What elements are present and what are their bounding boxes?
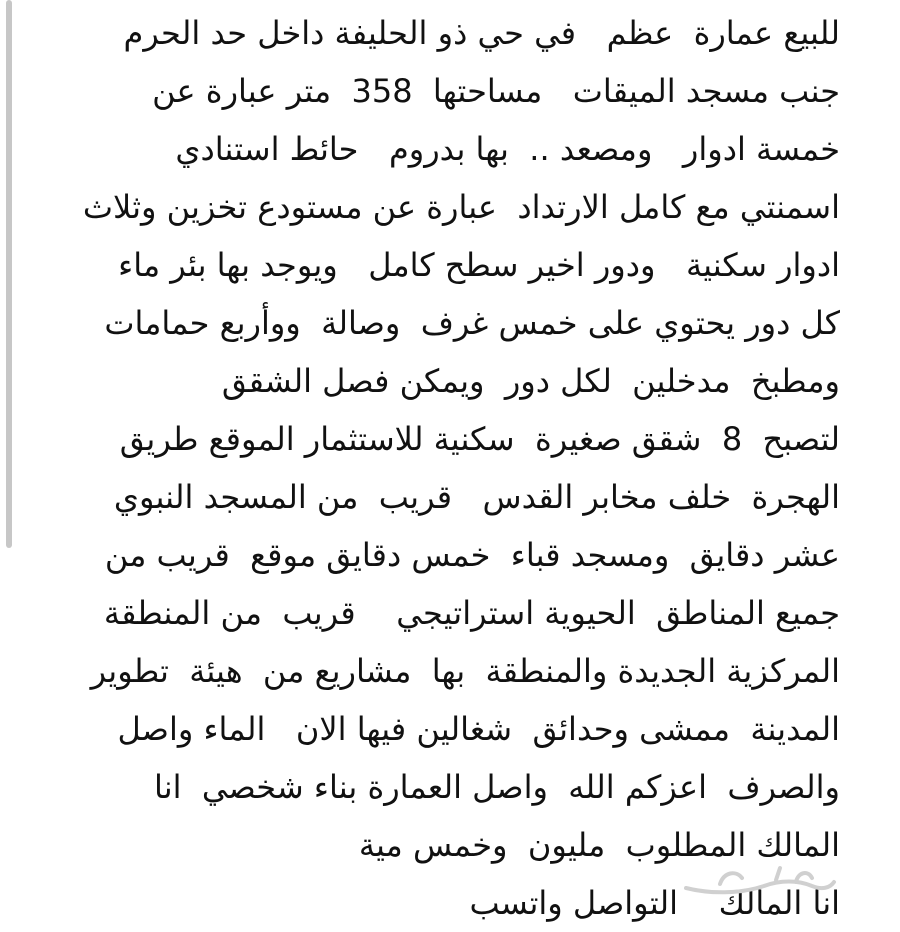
description-line: لتصبح 8 شقق صغيرة سكنية للاستثمار الموقع طريق: [119, 420, 840, 458]
description-line: اسمنتي مع كامل الارتداد عبارة عن مستودع تخزين وثلاث: [82, 188, 840, 226]
description-line: خمسة ادوار ومصعد .. بها بدروم حائط استنادي: [175, 130, 840, 168]
description-line: والصرف اعزكم الله واصل العمارة بناء شخصي انا: [153, 768, 840, 806]
description-line: جميع المناطق الحيوية استراتيجي قريب من المنطقة: [103, 594, 840, 632]
description-line: الهجرة خلف مخابر القدس قريب من المسجد النبوي: [113, 478, 840, 516]
description-line: ادوار سكنية ودور اخير سطح كامل ويوجد بها بئر ماء: [118, 246, 840, 284]
description-line: عشر دقايق ومسجد قباء خمس دقايق موقع قريب من: [104, 536, 840, 574]
description-line: كل دور يحتوي على خمس غرف وصالة ووأربع حمامات: [104, 304, 840, 342]
description-line: المالك المطلوب مليون وخمس مية: [358, 826, 840, 864]
description-line: المدينة ممشى وحدائق شغالين فيها الان الماء واصل: [117, 710, 840, 748]
description-line: المركزية الجديدة والمنطقة بها مشاريع من هيئة تطوير: [90, 652, 840, 690]
description-line: انا المالك التواصل واتسب: [469, 884, 840, 922]
description-line: للبيع عمارة عظم في حي ذو الحليفة داخل حد الحرم: [123, 14, 840, 52]
description-line: جنب مسجد الميقات مساحتها 358 متر عبارة عن: [152, 72, 840, 110]
description-line: ومطبخ مدخلين لكل دور ويمكن فصل الشقق: [221, 362, 840, 400]
scroll-indicator[interactable]: [6, 0, 12, 548]
listing-description: [40, 4, 840, 932]
